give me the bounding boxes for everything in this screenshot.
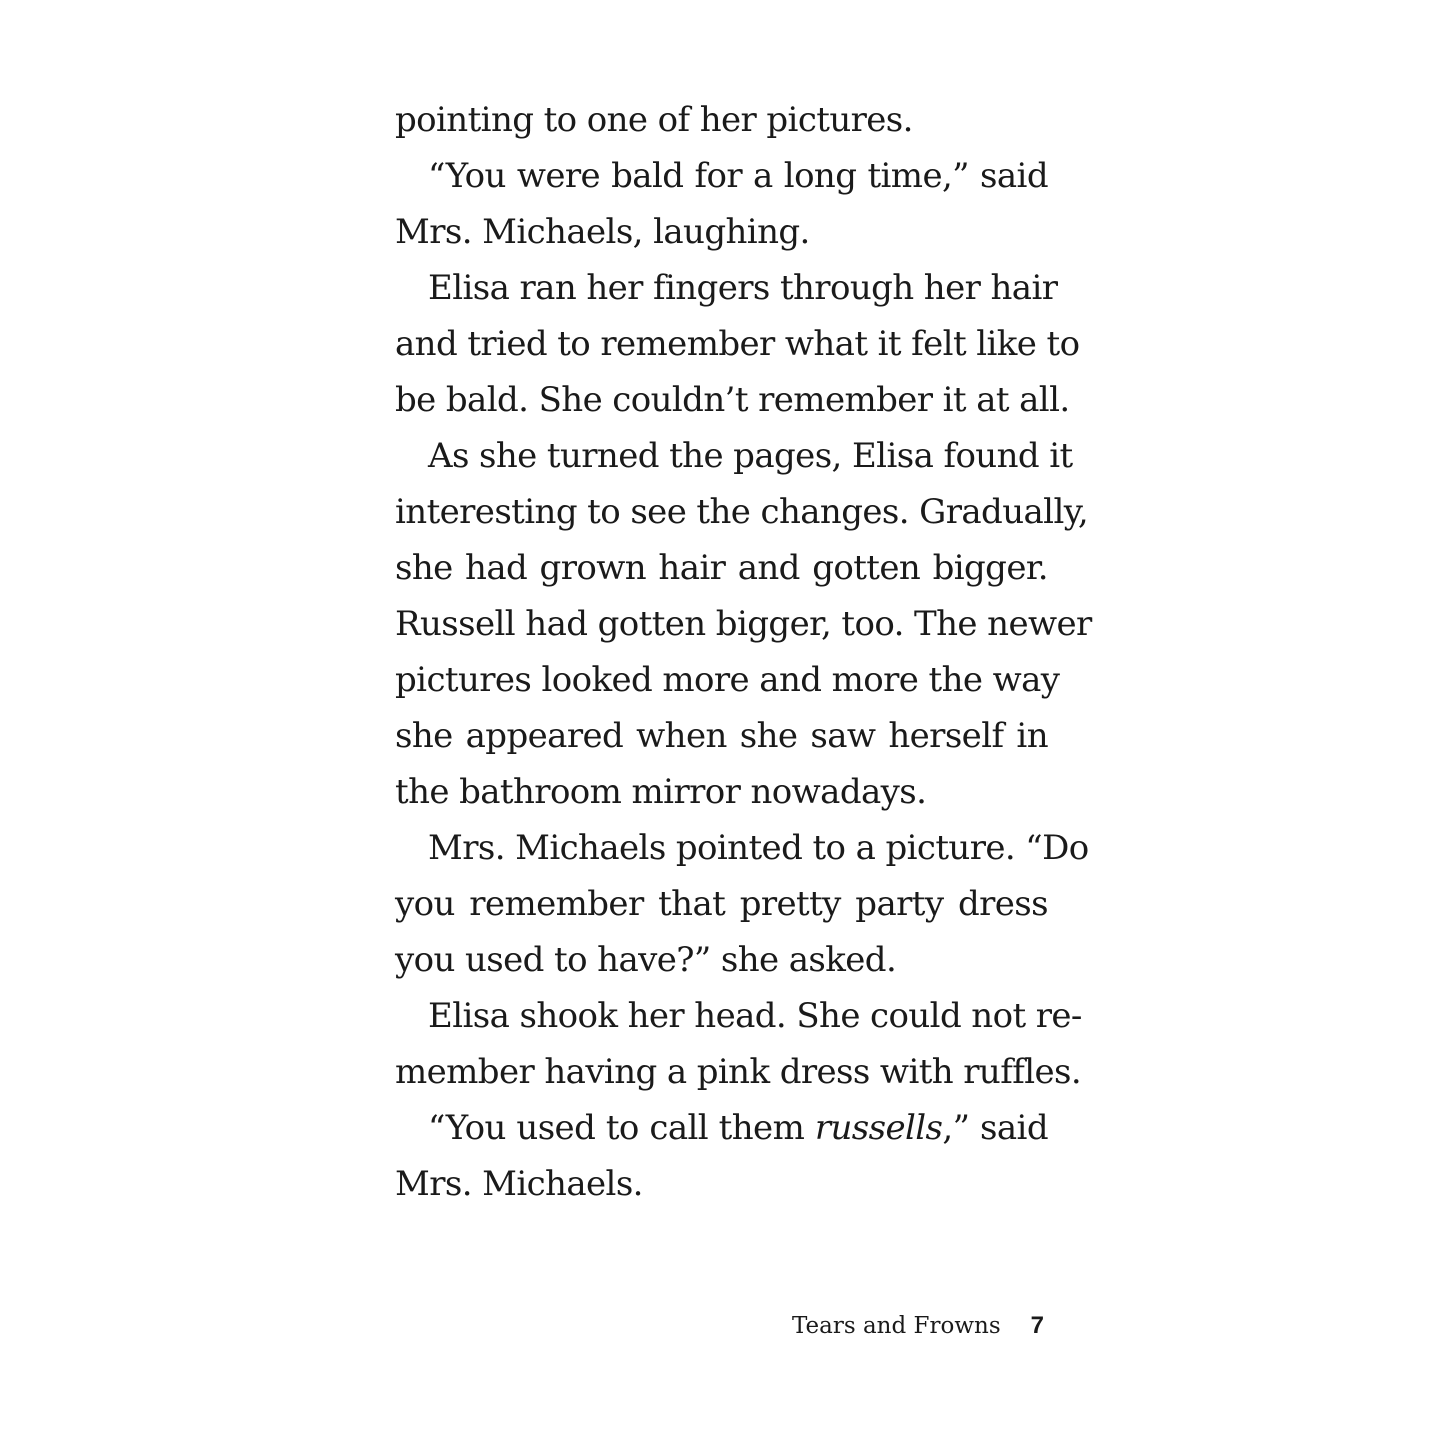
text-line: interesting to see the changes. Gradually, bbox=[395, 492, 1089, 532]
text-segment: “You used to call them bbox=[428, 1108, 805, 1148]
text-line: and tried to remember what it felt like to bbox=[395, 324, 1080, 364]
text-segment: ,” said bbox=[942, 1108, 1048, 1148]
text-line: she appeared when she saw herself in bbox=[395, 716, 1048, 756]
text-line: pointing to one of her pictures. bbox=[395, 100, 913, 140]
emphasized-word: russells bbox=[814, 1108, 943, 1148]
page-body bbox=[395, 92, 1092, 1212]
text-line: you remember that pretty party dress bbox=[395, 884, 1048, 924]
text-line: pictures looked more and more the way bbox=[395, 660, 1060, 700]
text-line: member having a pink dress with ruffles. bbox=[395, 1052, 1082, 1092]
text-line: Elisa ran her fingers through her hair bbox=[428, 268, 1058, 308]
text-line: you used to have?” she asked. bbox=[395, 940, 897, 980]
text-line: she had grown hair and gotten bigger. bbox=[395, 548, 1048, 588]
text-line: Mrs. Michaels. bbox=[395, 1164, 643, 1204]
running-head: Tears and Frowns bbox=[791, 1313, 1001, 1339]
text-line: As she turned the pages, Elisa found it bbox=[428, 436, 1073, 476]
text-line-with-emphasis bbox=[395, 1100, 1048, 1156]
text-line: Mrs. Michaels pointed to a picture. “Do bbox=[428, 828, 1089, 868]
page-number: 7 bbox=[1030, 1312, 1044, 1339]
text-line: Russell had gotten bigger, too. The newer bbox=[395, 604, 1092, 644]
text-line: be bald. She couldn’t remember it at all. bbox=[395, 380, 1070, 420]
text-line: Mrs. Michaels, laughing. bbox=[395, 212, 810, 252]
text-line: Elisa shook her head. She could not re- bbox=[428, 996, 1082, 1036]
text-line: “You were bald for a long time,” said bbox=[428, 156, 1048, 196]
text-line: the bathroom mirror nowadays. bbox=[395, 772, 927, 812]
page-footer bbox=[780, 1306, 1048, 1346]
